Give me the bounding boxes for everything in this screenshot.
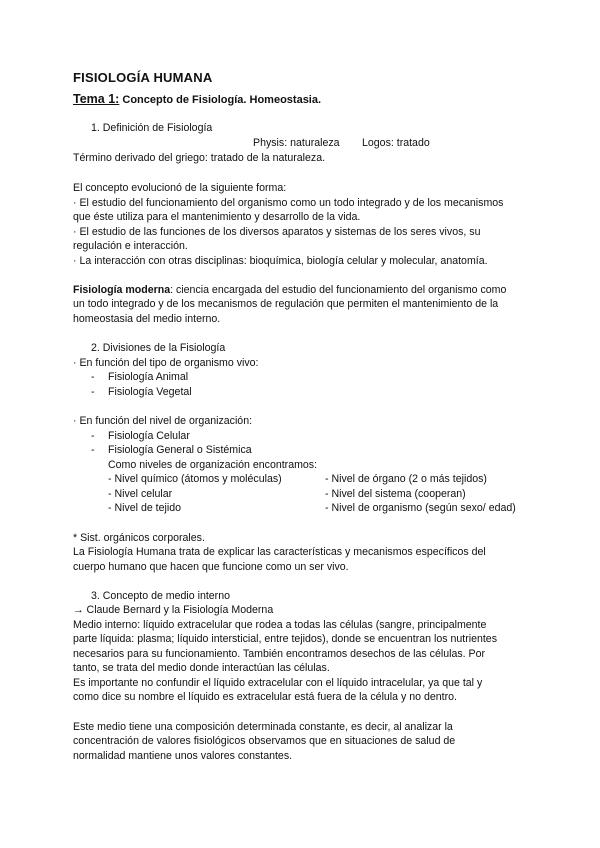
tema-heading — [73, 92, 321, 106]
level-right: - Nivel del sistema (cooperan) — [325, 488, 466, 500]
level-left: - Nivel químico (átomos y moléculas) — [108, 473, 282, 485]
tema-subtitle: Concepto de Fisiología. Homeostasia. — [122, 94, 322, 106]
etymology-logos: Logos: tratado — [362, 137, 430, 149]
level-left: - Nivel celular — [108, 488, 173, 500]
moderna-term: Fisiología moderna — [73, 284, 171, 296]
evolution-intro: El concepto evolucionó de la siguiente forma: — [73, 182, 287, 194]
list-item-vegetal: Fisiología Vegetal — [108, 386, 192, 398]
list-dash: - — [91, 430, 95, 442]
tema-label: Tema 1: — [73, 92, 120, 106]
composition-line: Este medio tiene una composición determinada constante, es decir, al analizar la — [73, 721, 453, 733]
medio-interno-line: tanto, se trata del medio donde interactúan las células. — [73, 662, 330, 674]
medio-interno-line: Medio interno: líquido extracelular que rodea a todas las células (sangre, principalmente — [73, 619, 487, 631]
composition-line: concentración de valores fisiológicos observamos que en situaciones de salud de — [73, 735, 456, 747]
evolution-line: · El estudio de las funciones de los diversos aparatos y sistemas de los seres vivos, su — [73, 226, 481, 238]
list-dash: - — [91, 444, 95, 456]
division-by-level: · En función del nivel de organización: — [73, 415, 253, 427]
moderna-text: : ciencia encargada del estudio del funcionamiento del organismo como — [170, 284, 507, 296]
list-dash: - — [91, 386, 95, 398]
division-by-type: · En función del tipo de organismo vivo: — [73, 357, 259, 369]
list-item-general: Fisiología General o Sistémica — [108, 444, 252, 456]
medio-interno-line: como dice su nombre el líquido es extracelular está fuera de la célula y no dentro. — [73, 691, 457, 703]
list-item-celular: Fisiología Celular — [108, 430, 190, 442]
section-1-heading: 1. Definición de Fisiología — [91, 122, 213, 134]
levels-intro: Como niveles de organización encontramos: — [108, 459, 318, 471]
footnote-star: * Sist. orgánicos corporales. — [73, 532, 205, 544]
document-title: FISIOLOGÍA HUMANA — [73, 70, 213, 85]
level-left: - Nivel de tejido — [108, 502, 182, 514]
section-2-heading: 2. Divisiones de la Fisiología — [91, 342, 226, 354]
level-right: - Nivel de organismo (según sexo/ edad) — [325, 502, 516, 514]
note-line: cuerpo humano que hacen que funcione como un ser vivo. — [73, 561, 349, 573]
section-3-heading: 3. Concepto de medio interno — [91, 590, 230, 602]
definition-line: Término derivado del griego: tratado de la naturaleza. — [73, 152, 326, 164]
level-right: - Nivel de órgano (2 o más tejidos) — [325, 473, 487, 485]
evolution-line: · El estudio del funcionamiento del organismo como un todo integrado y de los mecanismos — [73, 197, 504, 209]
bernard-line: → Claude Bernard y la Fisiología Moderna — [73, 604, 274, 616]
medio-interno-line: Es importante no confundir el líquido extracelular con el líquido intracelular, ya que tal y — [73, 677, 483, 689]
etymology-physis: Physis: naturaleza — [253, 137, 340, 149]
medio-interno-line: parte líquida: plasma; líquido intersticial, entre tejidos), donde se encuentran los nutrientes — [73, 633, 497, 645]
evolution-line: regulación e interacción. — [73, 240, 188, 252]
moderna-line: un todo integrado y de los mecanismos de regulación que permiten el mantenimiento de la — [73, 298, 499, 310]
moderna-definition — [73, 283, 506, 297]
note-line: La Fisiología Humana trata de explicar las características y mecanismos específicos del — [73, 546, 486, 558]
moderna-line: homeostasia del medio interno. — [73, 313, 221, 325]
list-item-animal: Fisiología Animal — [108, 371, 189, 383]
list-dash: - — [91, 371, 95, 383]
evolution-line: que éste utiliza para el mantenimiento y desarrollo de la vida. — [73, 211, 361, 223]
evolution-line: · La interacción con otras disciplinas: bioquímica, biología celular y molecular, anatomía. — [73, 255, 488, 267]
composition-line: normalidad mantiene unos valores constantes. — [73, 750, 293, 762]
medio-interno-line: necesarios para su funcionamiento. También encontramos desechos de las células. Por — [73, 648, 486, 660]
